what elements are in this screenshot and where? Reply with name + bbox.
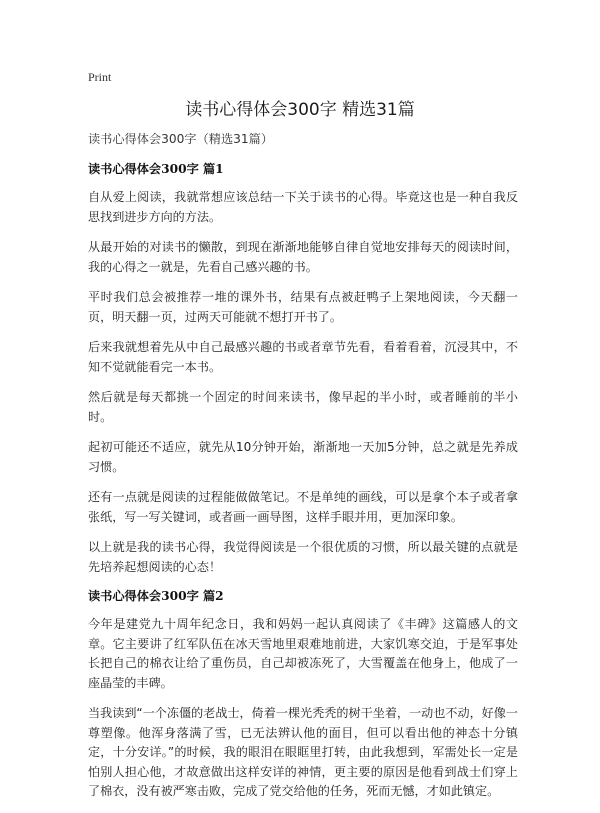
paragraph: 平时我们总会被推荐一堆的课外书，结果有点被赶鸭子上架地阅读，今天翻一页，明天翻一页，过两天可能就不想打开书了。 xyxy=(88,290,518,324)
print-link[interactable]: Print xyxy=(88,70,112,84)
paragraph: 从最开始的对读书的懒散，到现在渐渐地能够自律自觉地安排每天的阅读时间，我的心得之一就是，先看自己感兴趣的书。 xyxy=(88,240,518,274)
section-2 xyxy=(88,588,518,802)
paragraph: 今年是建党九十周年纪念日，我和妈妈一起认真阅读了《丰碑》这篇感人的文章。它主要讲了红军队伍在冰天雪地里艰难地前进，大家饥寒交迫，于是军事处长把自己的棉衣让给了重伤员，自己却被冻死了，大雪覆盖在他身上，他成了一座晶莹的丰碑。 xyxy=(88,617,518,690)
document-subtitle: 读书心得体会300字（精选31篇） xyxy=(88,132,274,146)
paragraph: 还有一点就是阅读的过程能做做笔记。不是单纯的画线，可以是拿个本子或者拿张纸，写一写关键词，或者画一画导图，这样手眼并用，更加深印象。 xyxy=(88,490,518,524)
paragraph: 然后就是每天都挑一个固定的时间来读书，像早起的半小时，或者睡前的半小时。 xyxy=(88,390,518,424)
page-title: 读书心得体会300字 精选31篇 xyxy=(185,100,415,120)
section-heading: 读书心得体会300字 篇1 xyxy=(88,162,224,176)
paragraph: 自从爱上阅读，我就常想应该总结一下关于读书的心得。毕竟这也是一种自我反思找到进步方向的方法。 xyxy=(88,190,518,224)
paragraph: 后来我就想着先从中自己最感兴趣的书或者章节先看，看着看着，沉浸其中，不知不觉就能看完一本书。 xyxy=(88,340,518,374)
paragraph: 起初可能还不适应，就先从10分钟开始，渐渐地一天加5分钟，总之就是先养成习惯。 xyxy=(88,440,518,474)
section-heading: 读书心得体会300字 篇2 xyxy=(88,589,224,603)
document-body xyxy=(88,131,518,813)
paragraph: 当我读到“一个冻僵的老战士，倚着一棵光秃秃的树干坐着，一动也不动，好像一尊塑像。他浑身落满了雪，已无法辨认他的面目，但可以看出他的神态十分镇定，十分安详。”的时候，我的眼泪在眼眶里打转，由此我想到，军需处长一定是怕别人担心他，才故意做出这样安详的神情，更主要的原因是他看到战士们穿上了棉衣，没有被严寒击败，完成了党交给他的任务，死而无憾，才如此镇定。 xyxy=(88,706,518,798)
section-1 xyxy=(88,161,518,577)
paragraph: 以上就是我的读书心得，我觉得阅读是一个很优质的习惯，所以最关键的点就是先培养起想阅读的心态！ xyxy=(88,540,518,574)
